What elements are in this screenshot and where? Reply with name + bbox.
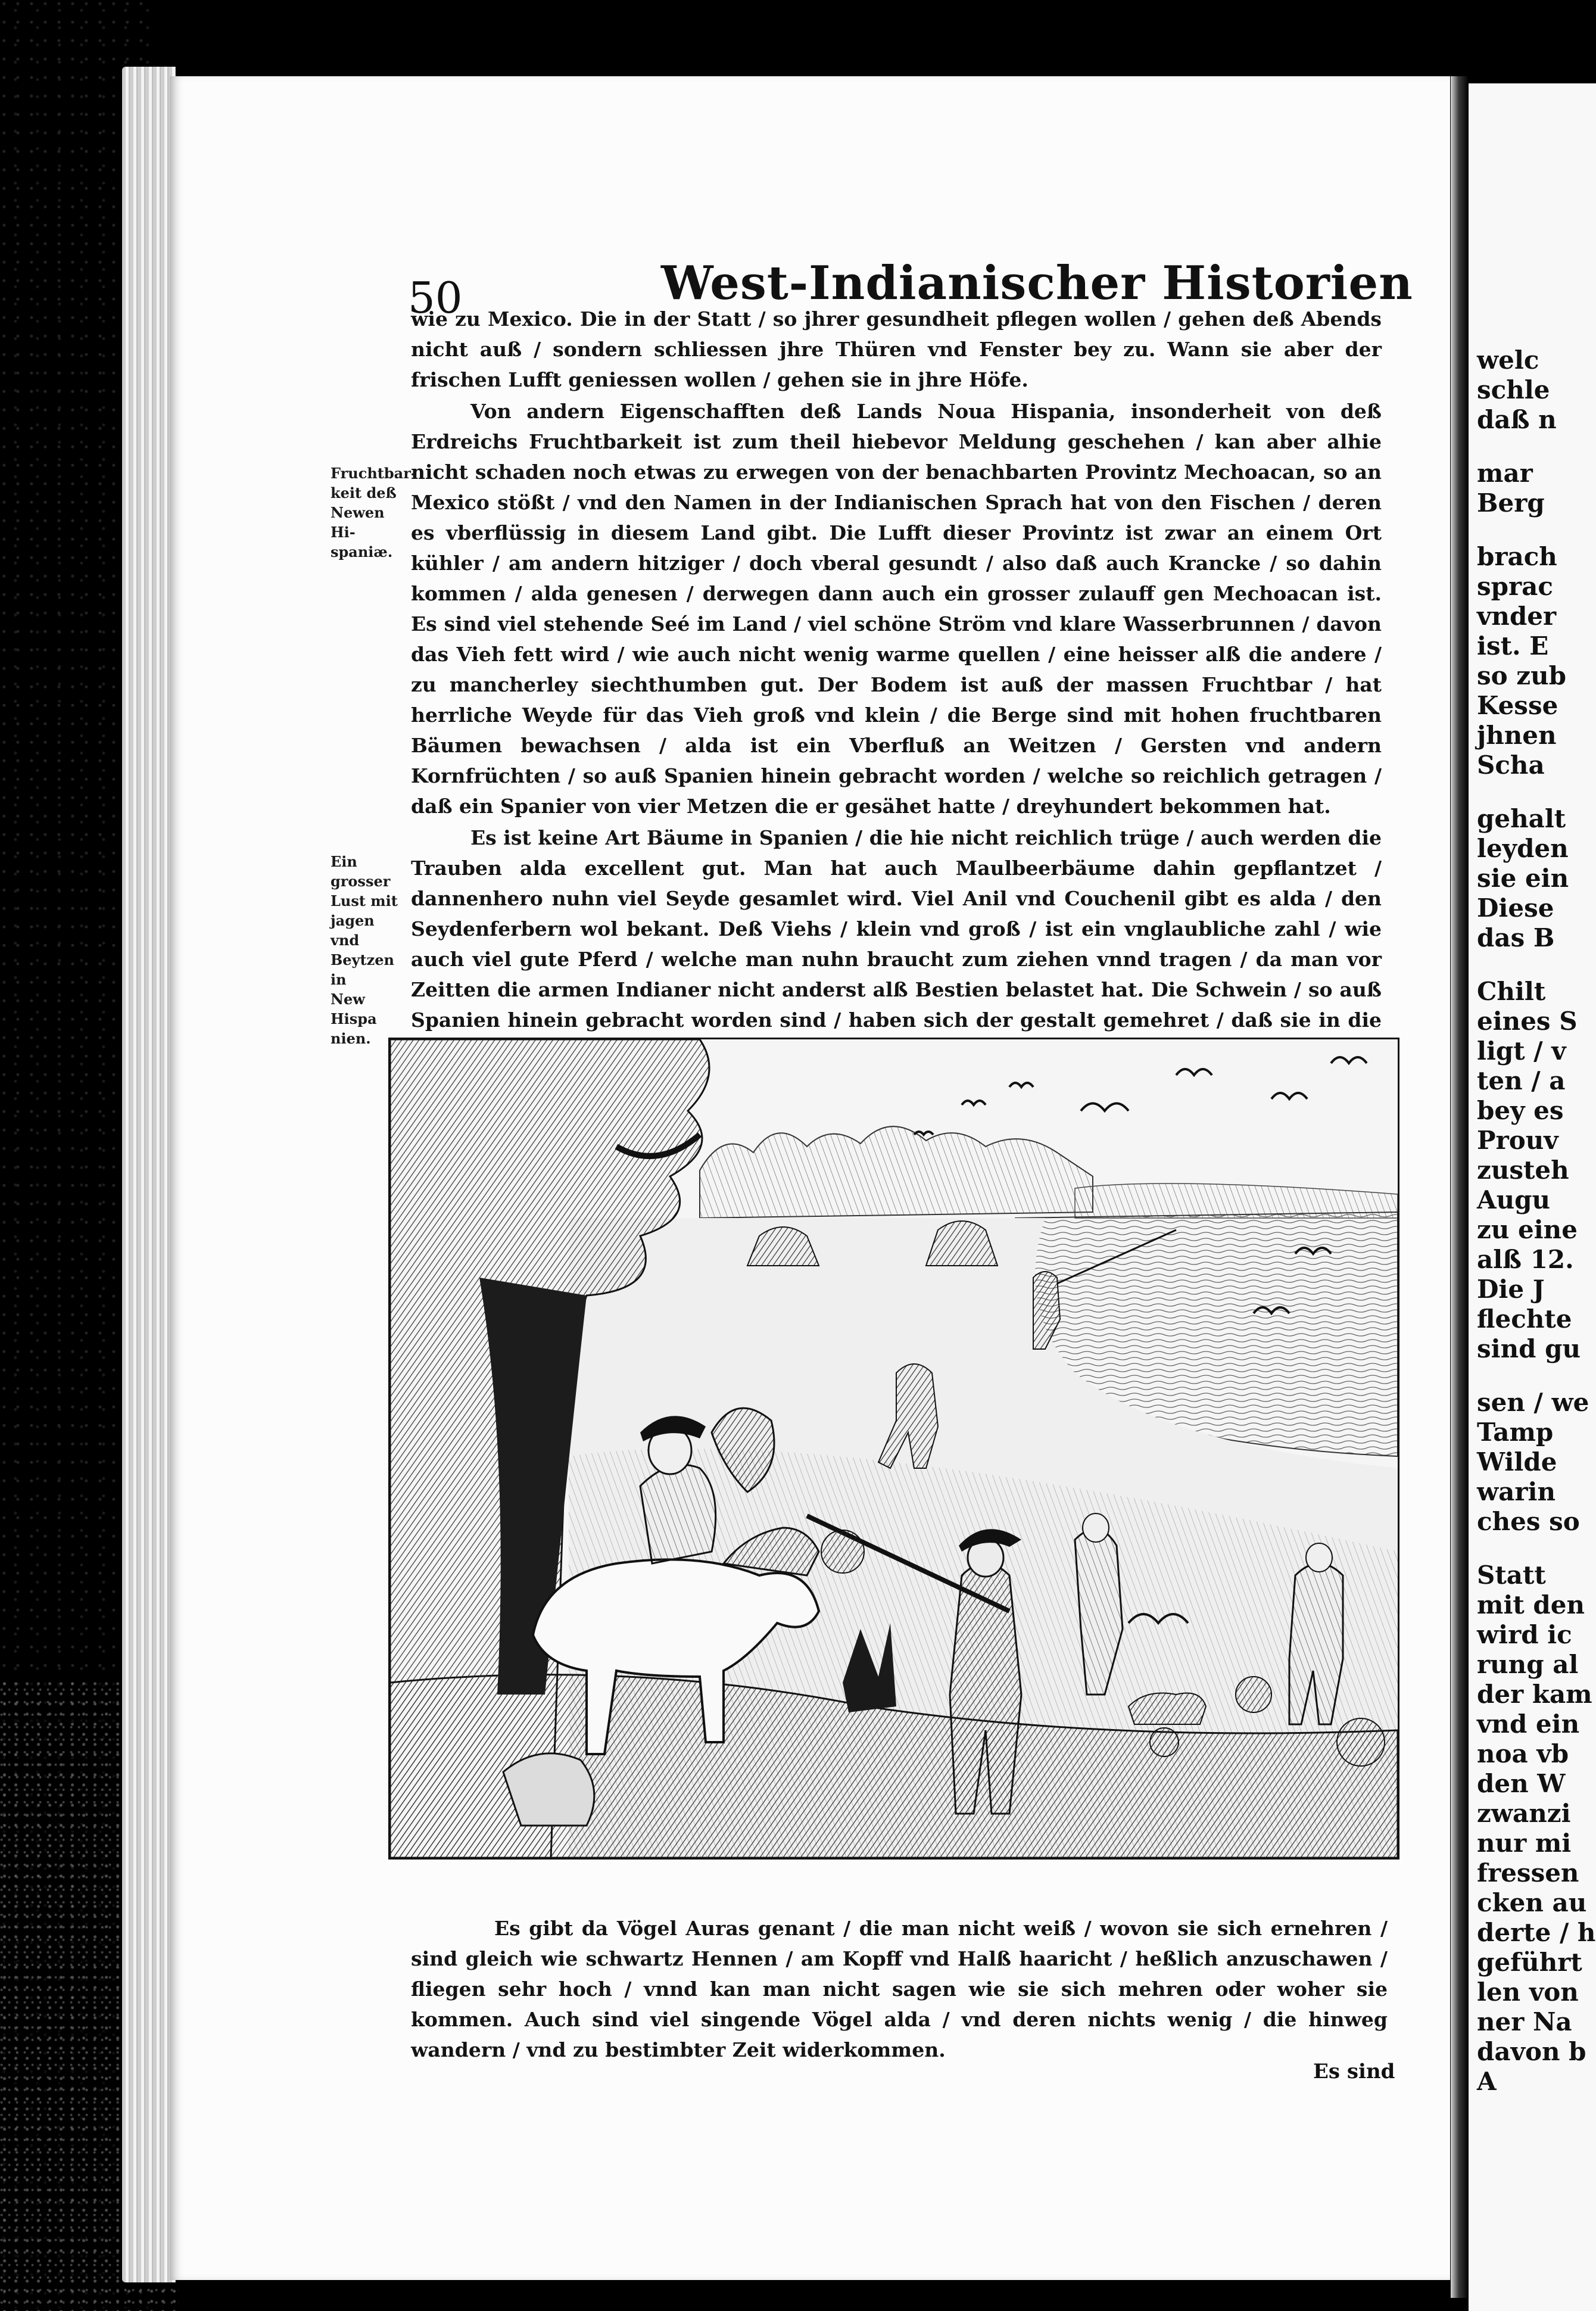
adjacent-page-line: ten / a [1477, 1066, 1566, 1095]
adjacent-page-line: ches so [1477, 1507, 1580, 1536]
adjacent-page-line: Kesse [1477, 691, 1558, 720]
adjacent-page-line: gehalt [1477, 804, 1566, 833]
adjacent-page-line: flechte [1477, 1304, 1572, 1334]
adjacent-page-line: ner Na [1477, 2007, 1572, 2036]
marginal-note-fertility: Fruchtbar- keit deß Newen Hi- spaniæ. [331, 465, 417, 560]
adjacent-page-line: Augu [1477, 1185, 1551, 1214]
adjacent-page-line: sprac [1477, 572, 1553, 601]
adjacent-page-line: derte / h [1477, 1918, 1596, 1947]
adjacent-page-line: sie ein [1477, 864, 1569, 893]
adjacent-page-line: brach [1477, 542, 1557, 571]
adjacent-page-line: ist. E [1477, 631, 1549, 661]
adjacent-page-line: noa vb [1477, 1739, 1569, 1768]
book-gutter [1451, 76, 1469, 2298]
marginal-note-hunting: Ein grosser Lust mit jagen vnd Beytzen in New Hispa nien. [331, 853, 398, 1047]
adjacent-page-line: daß n [1477, 405, 1557, 434]
adjacent-page-line: A [1477, 2067, 1497, 2096]
adjacent-page-line: schle [1477, 375, 1550, 404]
adjacent-page-line: Prouv [1477, 1126, 1558, 1155]
adjacent-page-line: leyden [1477, 834, 1569, 863]
adjacent-page-line: das B [1477, 923, 1555, 952]
adjacent-page-line: so zub [1477, 661, 1567, 690]
adjacent-page-line: jhnen [1477, 721, 1557, 750]
adjacent-page-line: Statt [1477, 1561, 1546, 1590]
adjacent-page-line: zu eine [1477, 1215, 1578, 1244]
adjacent-page-line: len von [1477, 1977, 1579, 2007]
adjacent-page-line: mar [1477, 459, 1533, 488]
adjacent-page-line: Berg [1477, 488, 1545, 518]
adjacent-page-line: vnder [1477, 602, 1557, 631]
paragraph-1: wie zu Mexico. Die in der Statt / so jhrer gesundheit pflegen wollen / gehen deß Abends nicht auß / sondern schliessen jhre Thüren vnd Fenster bey zu. Wann sie aber der frischen Lufft geniessen wollen / gehen sie in jhre Höfe. [411, 307, 1382, 391]
adjacent-page-line: der kam [1477, 1680, 1592, 1709]
adjacent-page-line: eines S [1477, 1007, 1578, 1036]
adjacent-page-line: geführt [1477, 1948, 1582, 1977]
adjacent-page-line: sind gu [1477, 1334, 1581, 1363]
adjacent-page-line: Wilde [1477, 1447, 1557, 1477]
adjacent-page-line: welc [1477, 345, 1539, 375]
engraving-drawing [390, 1039, 1398, 1858]
adjacent-page-line: Chilt [1477, 977, 1546, 1006]
adjacent-page-line: davon b [1477, 2037, 1586, 2066]
adjacent-page-line: nur mi [1477, 1829, 1572, 1858]
adjacent-page-line: ligt / v [1477, 1036, 1566, 1066]
hunting-engraving [388, 1038, 1399, 1860]
book-page-edges [122, 67, 176, 2282]
adjacent-page-line: warin [1477, 1477, 1556, 1506]
adjacent-page-line: vnd ein [1477, 1709, 1580, 1739]
adjacent-page-line: wird ic [1477, 1620, 1572, 1649]
engraving-caption [411, 1913, 1388, 2065]
adjacent-page-line: alß 12. [1477, 1245, 1574, 1274]
paragraph-3: Es ist keine Art Bäume in Spanien / die hie nicht reichlich trüge / auch werden die Trauben alda excellent gut. Man hat auch Maulbeerbäume dahin gepflantzet / dannenhero nuhn viel Seyde gesamlet wird. Viel Anil vnd Couchenil gibt es alda / den Seydenferbern wol bekant. Deß Viehs / klein vnd groß / ist ein vnglaubliche zahl / wie auch viel gute Pferd / welche man nuhn braucht zum ziehen vnnd tragen / da man vor Zeitten die armen Indianer nicht anderst alß Bestien belastet hat. Die Schwein / so auß Spanien hinein gebracht worden sind / haben sich der gestalt gemehret / daß sie in die [411, 826, 1382, 1032]
adjacent-page-line: den W [1477, 1769, 1566, 1798]
adjacent-page-line: Die J [1477, 1275, 1545, 1304]
adjacent-page-line: Scha [1477, 750, 1545, 780]
adjacent-page-fragment [1469, 83, 1596, 2311]
adjacent-page-line: sen / we [1477, 1388, 1589, 1417]
adjacent-page-line: zwanzi [1477, 1799, 1571, 1828]
catchword: Es sind [1313, 2060, 1395, 2083]
page-number: 50 [408, 273, 463, 323]
adjacent-page-line: rung al [1477, 1650, 1579, 1679]
caption-text: Es gibt da Vögel Auras genant / die man nicht weiß / wovon sie sich ernehren / sind gleich wie schwartz Hennen / am Kopff vnd Halß haaricht / heßlich anzuschawen / fliegen sehr hoch / vnnd kan man nicht sagen wie sie sich mehren oder woher sie kommen. Auch sind viel singende Vögel alda / vnd deren nichts wenig / die hinweg wandern / vnd zu bestimbter Zeit widerkommen. [411, 1917, 1388, 2061]
paragraph-2: Von andern Eigenschafften deß Lands Noua Hispania, insonderheit von deß Erdreichs Fruchtbarkeit ist zum theil hiebevor Meldung geschehen / kan aber alhie nicht schaden noch etwas zu erwegen von der benachbarten Provintz Mechoacan, so an Mexico stößt / vnd den Namen in der Indianischen Sprach hat von den Fischen / deren es vberflüssig in diesem Land gibt. Die Lufft dieser Provintz ist zwar an einem Ort kühler / am andern hitziger / doch vberal gesundt / also daß auch Krancke / so dahin kommen / alda genesen / derwegen dann auch ein grosser zulauff gen Mechoacan ist. Es sind viel stehende Seé im Land / viel schöne Ström vnd klare Wasserbrunnen / davon das Vieh fett wird / wie auch nicht wenig warme quellen / eine heisser alß die andere / zu mancherley siechthumben gut. Der Bodem ist auß der massen Fruchtbar / hat herrliche Weyde für das Vieh groß vnd klein / die Berge sind mit hohen fruchtbaren Bäumen bewachsen / alda ist ein Vberfluß an Weitzen / Gersten vnd andern Kornfrüchten / so auß Spanien hinein gebracht worden / welche so reichlich getragen / daß ein Spanier von vier Metzen die er gesähet hatte / dreyhundert bekommen hat. [411, 400, 1382, 818]
adjacent-page-line: zusteh [1477, 1156, 1569, 1185]
adjacent-page-line: bey es [1477, 1096, 1564, 1125]
adjacent-page-line: fressen [1477, 1858, 1579, 1888]
adjacent-page-line: mit den [1477, 1590, 1585, 1619]
adjacent-page-line: Tamp [1477, 1418, 1554, 1447]
adjacent-page-line: Diese [1477, 893, 1554, 923]
adjacent-page-line: cken au [1477, 1888, 1587, 1917]
running-head: West-Indianischer Historien [661, 256, 1413, 310]
